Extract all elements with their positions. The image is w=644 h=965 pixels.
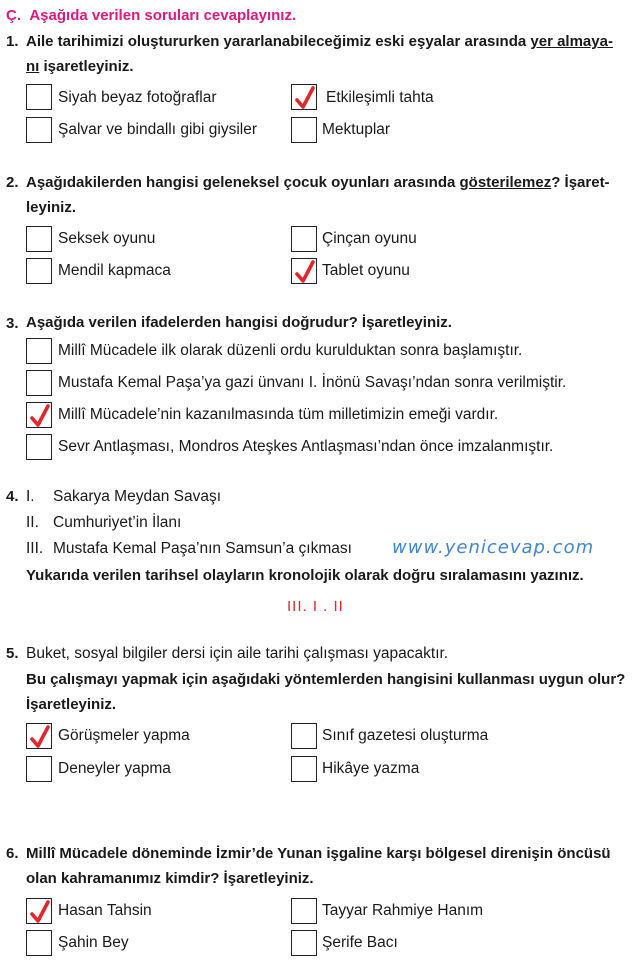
- question-1-text: [26, 29, 613, 79]
- q2-option-4: Tablet oyunu: [322, 262, 410, 279]
- q6-option-4: Şerife Bacı: [322, 934, 398, 951]
- question-4-number: 4.: [6, 488, 19, 505]
- q4-item-1-text: Sakarya Meydan Savaşı: [53, 488, 222, 505]
- checkbox-q2-opt2[interactable]: [291, 226, 317, 252]
- question-1-number: 1.: [6, 33, 19, 50]
- q2-option-1: Seksek oyunu: [58, 230, 156, 247]
- question-3-text: Aşağıda verilen ifadelerden hangisi doğrudur? İşaretleyiniz.: [26, 314, 452, 331]
- checkbox-q5-opt4[interactable]: [291, 756, 317, 782]
- checkbox-q3-opt3[interactable]: [26, 402, 52, 428]
- q1-option-4: Mektuplar: [322, 121, 391, 138]
- check-mark-icon: [30, 900, 50, 924]
- q2-text-c: leyiniz.: [26, 199, 77, 216]
- q2-option-2: Çinçan oyunu: [322, 230, 417, 247]
- checkbox-q1-opt2[interactable]: [291, 84, 317, 110]
- section-letter: Ç.: [6, 7, 21, 24]
- q4-item-2-roman: II.: [26, 514, 39, 531]
- q1-text-b: işaretleyiniz.: [39, 58, 134, 75]
- q6-option-2: Tayyar Rahmiye Hanım: [322, 902, 484, 919]
- checkbox-q2-opt4[interactable]: [291, 258, 317, 284]
- question-6-number: 6.: [6, 845, 19, 862]
- watermark: www.yenicevap.com: [392, 537, 595, 558]
- q2-option-3: Mendil kapmaca: [58, 262, 171, 279]
- q3-option-4: Sevr Antlaşması, Mondros Ateşkes Antlaşması’ndan önce imzalanmıştır.: [58, 438, 554, 455]
- q3-option-2: Mustafa Kemal Paşa’ya gazi ünvanı I. İnönü Savaşı’ndan sonra verilmiştir.: [58, 374, 567, 391]
- q4-item-1-roman: I.: [26, 488, 35, 505]
- checkbox-q1-opt4[interactable]: [291, 117, 317, 143]
- q4-answer: III. I . II: [287, 598, 344, 615]
- checkbox-q3-opt2[interactable]: [26, 370, 52, 396]
- q1-text-a: Aile tarihimizi oluştururken yararlanabileceğimiz eski eşyalar arasında: [26, 33, 531, 50]
- checkbox-q6-opt2[interactable]: [291, 898, 317, 924]
- checkbox-q2-opt3[interactable]: [26, 258, 52, 284]
- q1-option-3: Şalvar ve bindallı gibi giysiler: [58, 121, 258, 138]
- checkbox-q5-opt3[interactable]: [26, 756, 52, 782]
- check-mark-icon: [295, 86, 315, 110]
- checkbox-q1-opt3[interactable]: [26, 117, 52, 143]
- q2-underlined: gösterilemez: [459, 174, 552, 191]
- q5-option-4: Hikâye yazma: [322, 760, 420, 777]
- section-heading: [6, 7, 296, 24]
- checkbox-q5-opt1[interactable]: [26, 723, 52, 749]
- q5-question-line-1: Bu çalışmayı yapmak için aşağıdaki yöntemlerden hangisini kullanması uygun olur?: [26, 671, 626, 688]
- question-5-number: 5.: [6, 645, 19, 662]
- q1-underlined-2: nı: [26, 58, 40, 75]
- q6-line-2: olan kahramanımız kimdir? İşaretleyiniz.: [26, 870, 314, 887]
- question-2-number: 2.: [6, 174, 19, 191]
- q5-option-1: Görüşmeler yapma: [58, 727, 190, 744]
- q2-text-a: Aşağıdakilerden hangisi geleneksel çocuk oyunları arasında: [26, 174, 460, 191]
- q5-option-2: Sınıf gazetesi oluşturma: [322, 727, 489, 744]
- checkbox-q2-opt1[interactable]: [26, 226, 52, 252]
- q5-question-line-2: İşaretleyiniz.: [26, 696, 117, 713]
- q4-item-2-text: Cumhuriyet’in İlanı: [53, 514, 182, 531]
- checkbox-q6-opt4[interactable]: [291, 930, 317, 956]
- q1-option-1: Siyah beyaz fotoğraflar: [58, 89, 217, 106]
- q1-underlined-1: yer almaya-: [530, 33, 613, 50]
- q4-item-3-text: Mustafa Kemal Paşa’nın Samsun’a çıkması: [53, 540, 352, 557]
- q4-item-3-roman: III.: [26, 540, 44, 557]
- q6-line-1: Millî Mücadele döneminde İzmir’de Yunan işgaline karşı bölgesel direnişin öncüsü: [26, 845, 611, 862]
- check-mark-icon: [295, 260, 315, 284]
- check-mark-icon: [30, 404, 50, 428]
- question-3-number: 3.: [6, 315, 19, 332]
- q6-option-1: Hasan Tahsin: [58, 902, 152, 919]
- q5-intro: Buket, sosyal bilgiler dersi için aile tarihi çalışması yapacaktır.: [26, 645, 449, 662]
- q2-text-b: ? İşaret-: [551, 174, 610, 191]
- q5-option-3: Deneyler yapma: [58, 760, 171, 777]
- check-mark-icon: [30, 725, 50, 749]
- checkbox-q6-opt3[interactable]: [26, 930, 52, 956]
- q4-question: Yukarıda verilen tarihsel olayların kronolojik olarak doğru sıralamasını yazınız.: [26, 567, 584, 584]
- q3-option-1: Millî Mücadele ilk olarak düzenli ordu kurulduktan sonra başlamıştır.: [58, 342, 523, 359]
- checkbox-q1-opt1[interactable]: [26, 84, 52, 110]
- checkbox-q6-opt1[interactable]: [26, 898, 52, 924]
- checkbox-q5-opt2[interactable]: [291, 723, 317, 749]
- q5-question: [26, 667, 625, 717]
- question-2-text: [26, 170, 610, 220]
- checkbox-q3-opt4[interactable]: [26, 434, 52, 460]
- q6-option-3: Şahin Bey: [58, 934, 129, 951]
- checkbox-q3-opt1[interactable]: [26, 338, 52, 364]
- q3-option-3: Millî Mücadele’nin kazanılmasında tüm milletimizin emeği vardır.: [58, 406, 499, 423]
- q1-option-2: Etkileşimli tahta: [326, 89, 434, 106]
- section-title: Aşağıda verilen soruları cevaplayınız.: [29, 7, 297, 24]
- q6-question: [26, 841, 611, 891]
